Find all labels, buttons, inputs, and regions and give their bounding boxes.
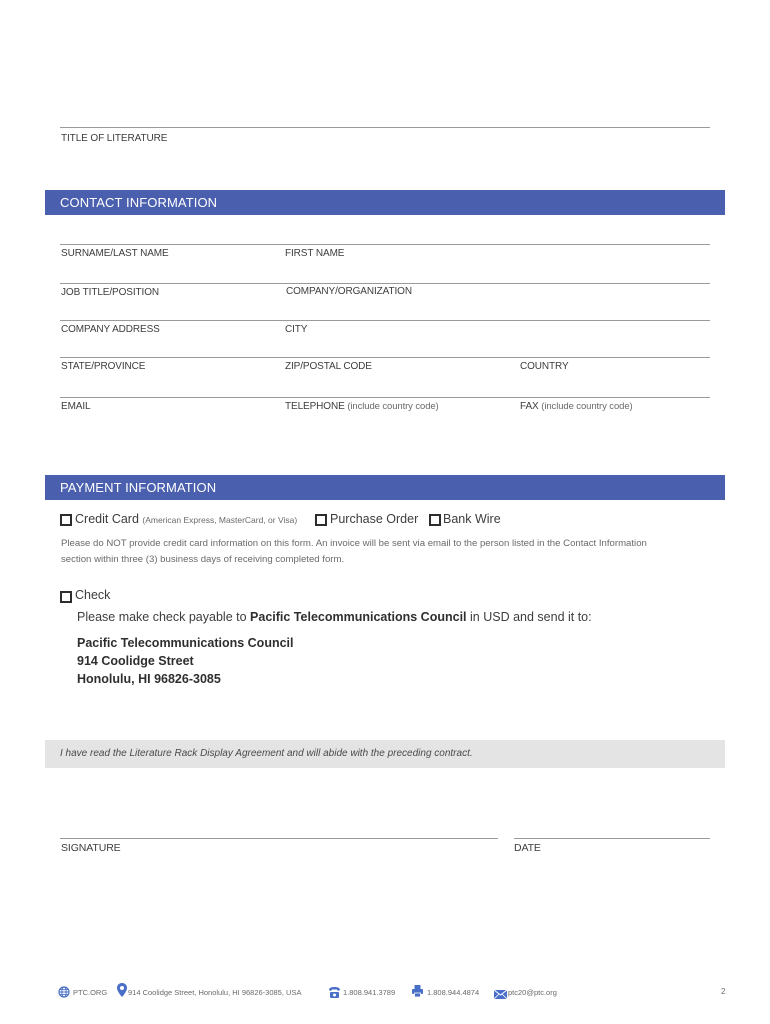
state-label: STATE/PROVINCE: [61, 361, 146, 372]
telephone-label-text: TELEPHONE: [285, 401, 345, 412]
surname-label: SURNAME/LAST NAME: [61, 248, 169, 259]
surname-field[interactable]: [60, 244, 710, 245]
fax-label-text: FAX: [520, 401, 539, 412]
footer-phone: 1.808.941.3789: [343, 988, 396, 997]
payment-notice: [61, 536, 721, 568]
check-checkbox[interactable]: [60, 591, 72, 603]
email-field[interactable]: [60, 397, 710, 398]
bank-wire-checkbox[interactable]: [429, 514, 441, 526]
telephone-note: (include country code): [347, 401, 439, 412]
mailing-address-line-1: Pacific Telecommunications Council: [77, 636, 294, 650]
contact-information-header: [45, 190, 725, 215]
purchase-order-checkbox[interactable]: [315, 514, 327, 526]
fax-label: [520, 401, 633, 412]
footer-address: 914 Coolidge Street, Honolulu, HI 96826-3085, USA: [128, 988, 302, 997]
credit-card-checkbox[interactable]: [60, 514, 72, 526]
state-field[interactable]: [60, 357, 710, 358]
fax-icon: [412, 984, 423, 1002]
title-line[interactable]: [60, 127, 710, 128]
check-label: Check: [75, 588, 111, 602]
footer-fax: 1.808.944.4874: [427, 988, 480, 997]
agreement-text: I have read the Literature Rack Display Agreement and will abide with the preceding contract.: [60, 748, 473, 759]
map-pin-icon: [117, 983, 127, 1002]
date-label: DATE: [514, 842, 541, 854]
country-label: COUNTRY: [520, 361, 569, 372]
address-field[interactable]: [60, 320, 710, 321]
address-label: COMPANY ADDRESS: [61, 324, 160, 335]
globe-icon: [58, 985, 70, 1003]
check-instructions-post: in USD and send it to:: [470, 610, 592, 624]
credit-card-option: [75, 512, 297, 526]
agreement-banner: [45, 740, 725, 768]
bank-wire-label: Bank Wire: [443, 512, 501, 526]
job-title-field[interactable]: [60, 283, 710, 284]
payment-notice-line-1: Please do NOT provide credit card information on this form. An invoice will be sent via email to the person listed in the Contact Information: [61, 538, 647, 549]
zip-label: ZIP/POSTAL CODE: [285, 361, 372, 372]
check-instructions: [77, 610, 592, 624]
page-number: 2: [721, 987, 726, 996]
telephone-label: [285, 401, 439, 412]
mailing-address-line-3: Honolulu, HI 96826-3085: [77, 672, 221, 686]
signature-field[interactable]: [60, 838, 498, 839]
email-icon: [494, 986, 507, 1004]
payment-information-title: PAYMENT INFORMATION: [60, 480, 217, 495]
contact-information-title: CONTACT INFORMATION: [60, 195, 218, 210]
email-label: EMAIL: [61, 401, 91, 412]
mailing-address-line-2: 914 Coolidge Street: [77, 654, 194, 668]
fax-note: (include country code): [541, 401, 633, 412]
credit-card-note: (American Express, MasterCard, or Visa): [142, 515, 298, 525]
date-field[interactable]: [514, 838, 710, 839]
footer-email[interactable]: ptc20@ptc.org: [508, 988, 557, 997]
purchase-order-label: Purchase Order: [330, 512, 419, 526]
signature-label: SIGNATURE: [61, 842, 121, 854]
check-payee: Pacific Telecommunications Council: [250, 610, 467, 624]
phone-icon: [328, 985, 341, 1003]
company-label: COMPANY/ORGANIZATION: [286, 286, 412, 297]
payment-notice-line-2: section within three (3) business days of receiving completed form.: [61, 554, 345, 565]
footer-website[interactable]: PTC.ORG: [73, 988, 108, 997]
payment-information-header: [45, 475, 725, 500]
credit-card-label: Credit Card: [75, 512, 139, 526]
first-name-label: FIRST NAME: [285, 248, 345, 259]
title-of-literature-label: TITLE OF LITERATURE: [61, 133, 168, 144]
job-title-label: JOB TITLE/POSITION: [61, 287, 160, 298]
city-label: CITY: [285, 324, 308, 335]
check-instructions-pre: Please make check payable to: [77, 610, 247, 624]
